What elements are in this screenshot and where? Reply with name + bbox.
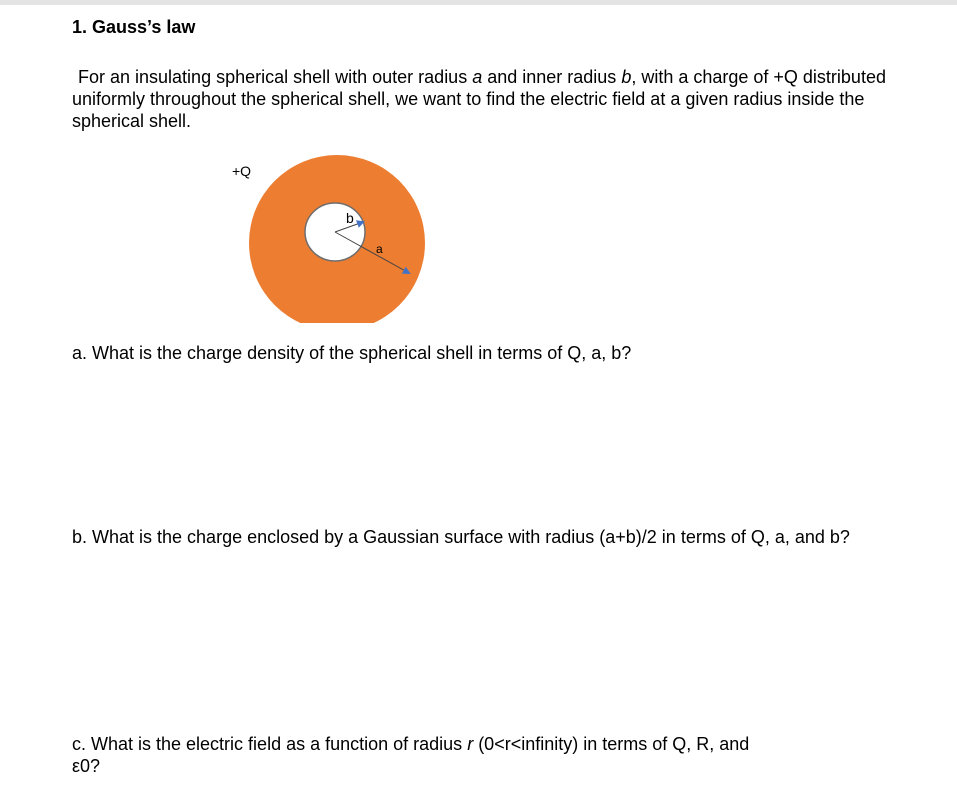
- question-c-text-2: (0<r<infinity) in terms of Q, R, and: [473, 734, 750, 754]
- question-c-epsilon: ε0?: [72, 756, 101, 776]
- question-b: b. What is the charge enclosed by a Gaussian surface with radius (a+b)/2 in terms of Q, a, and b?: [72, 527, 850, 547]
- shell-diagram: [225, 148, 440, 323]
- top-rule: [0, 0, 957, 5]
- charge-label: +Q: [232, 163, 252, 179]
- page-title: 1. Gauss’s law: [72, 17, 196, 37]
- intro-text-2: and inner radius: [482, 67, 622, 87]
- question-c-var-r: r: [467, 734, 474, 754]
- spherical-shell-figure: [225, 148, 440, 323]
- question-c: [72, 733, 892, 777]
- question-c-text-1: c. What is the electric field as a function of radius: [72, 734, 468, 754]
- intro-text-1: For an insulating spherical shell with outer radius: [78, 67, 473, 87]
- question-a: a. What is the charge density of the spherical shell in terms of Q, a, b?: [72, 343, 632, 363]
- outer-radius-label: a: [376, 242, 383, 256]
- intro-var-b: b: [621, 67, 632, 87]
- intro-var-a: a: [472, 67, 483, 87]
- inner-radius-label: b: [346, 210, 354, 226]
- intro-text-3: , with a charge of +Q distributed uniformly throughout the spherical shell, we want to find the electric field at a given radius inside the spherical shell.: [72, 67, 886, 131]
- intro-paragraph: [72, 66, 892, 132]
